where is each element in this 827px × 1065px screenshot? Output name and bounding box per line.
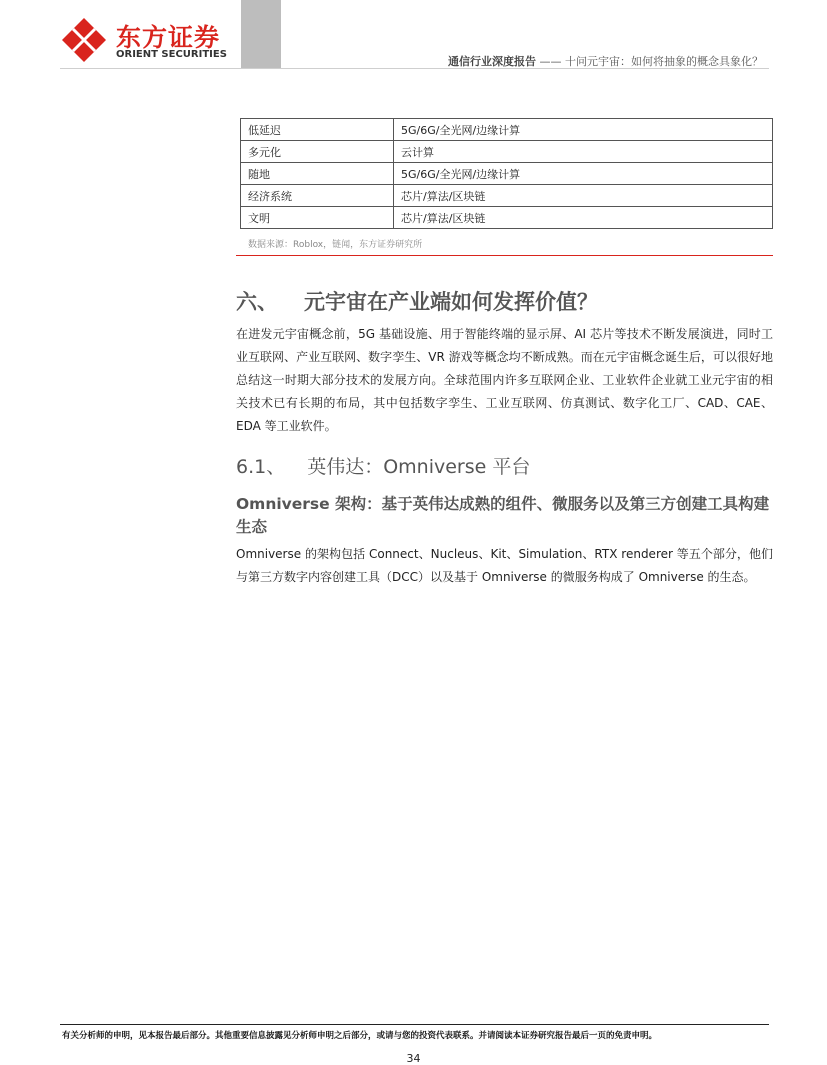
table-row bbox=[241, 207, 773, 229]
logo-text-cn: 东方证券 bbox=[116, 23, 221, 52]
table-cell: 低延迟 bbox=[241, 119, 394, 141]
table-row bbox=[241, 163, 773, 185]
header-divider bbox=[60, 68, 769, 69]
section-6-paragraph: 在进发元宇宙概念前，5G 基础设施、用于智能终端的显示屏、AI 芯片等技术不断发展演进，同时工业互联网、产业互联网、数字孪生、VR 游戏等概念均不断成熟。而在元宇宙概念诞生后，可以很好地总结这一时期大部分技术的发展方向。全球范围内许多互联网企业、工业软件企业就工业元宇宙的相关技术已有长期的布局，其中包括数字孪生、工业互联网、仿真测试、数字化工厂、CAD、CAE、EDA 等工业软件。 bbox=[236, 327, 773, 433]
footer-divider bbox=[60, 1024, 769, 1025]
omniverse-architecture-subheading: Omniverse 架构：基于英伟达成熟的组件、微服务以及第三方创建工具构建生态 bbox=[236, 495, 770, 536]
table-cell: 芯片/算法/区块链 bbox=[394, 207, 773, 229]
page-number: 34 bbox=[406, 1052, 421, 1065]
report-title: 十问元宇宙：如何将抽象的概念具象化？ bbox=[565, 55, 763, 68]
table-cell: 芯片/算法/区块链 bbox=[394, 185, 773, 207]
section-6-title: 元宇宙在产业端如何发挥价值？ bbox=[304, 290, 598, 314]
report-type: 通信行业深度报告 bbox=[448, 55, 536, 68]
section-6-1-title: 英伟达：Omniverse 平台 bbox=[307, 456, 531, 478]
table-cell: 文明 bbox=[241, 207, 394, 229]
table-cell: 云计算 bbox=[394, 141, 773, 163]
company-logo bbox=[60, 16, 240, 66]
header-gray-tab bbox=[241, 0, 281, 68]
section-6-heading bbox=[236, 286, 598, 316]
table-row bbox=[241, 185, 773, 207]
table-cell: 5G/6G/全光网/边缘计算 bbox=[394, 119, 773, 141]
section-6-1-number: 6.1、 bbox=[236, 456, 286, 478]
header-separator: —— bbox=[539, 55, 562, 68]
logo-mark-icon bbox=[60, 16, 108, 64]
table-cell: 多元化 bbox=[241, 141, 394, 163]
section-6-1-heading bbox=[236, 452, 530, 479]
section-divider bbox=[236, 255, 773, 256]
table-cell: 经济系统 bbox=[241, 185, 394, 207]
table-cell: 5G/6G/全光网/边缘计算 bbox=[394, 163, 773, 185]
tech-mapping-table bbox=[240, 118, 773, 229]
report-header bbox=[448, 53, 763, 69]
table-cell: 随地 bbox=[241, 163, 394, 185]
table-row bbox=[241, 119, 773, 141]
table-source-note: 数据来源：Roblox，链闻，东方证券研究所 bbox=[248, 240, 423, 250]
footer-disclaimer: 有关分析师的申明，见本报告最后部分。其他重要信息披露见分析师申明之后部分，或请与您的投资代表联系。并请阅读本证券研究报告最后一页的免责申明。 bbox=[62, 1031, 658, 1041]
omniverse-paragraph: Omniverse 的架构包括 Connect、Nucleus、Kit、Simulation、RTX renderer 等五个部分，他们与第三方数字内容创建工具（DCC）以及基于 Omniverse 的微服务构成了 Omniverse 的生态。 bbox=[236, 547, 773, 584]
section-6-number: 六、 bbox=[236, 290, 278, 314]
logo-text-en: ORIENT SECURITIES bbox=[116, 49, 227, 60]
table-row bbox=[241, 141, 773, 163]
